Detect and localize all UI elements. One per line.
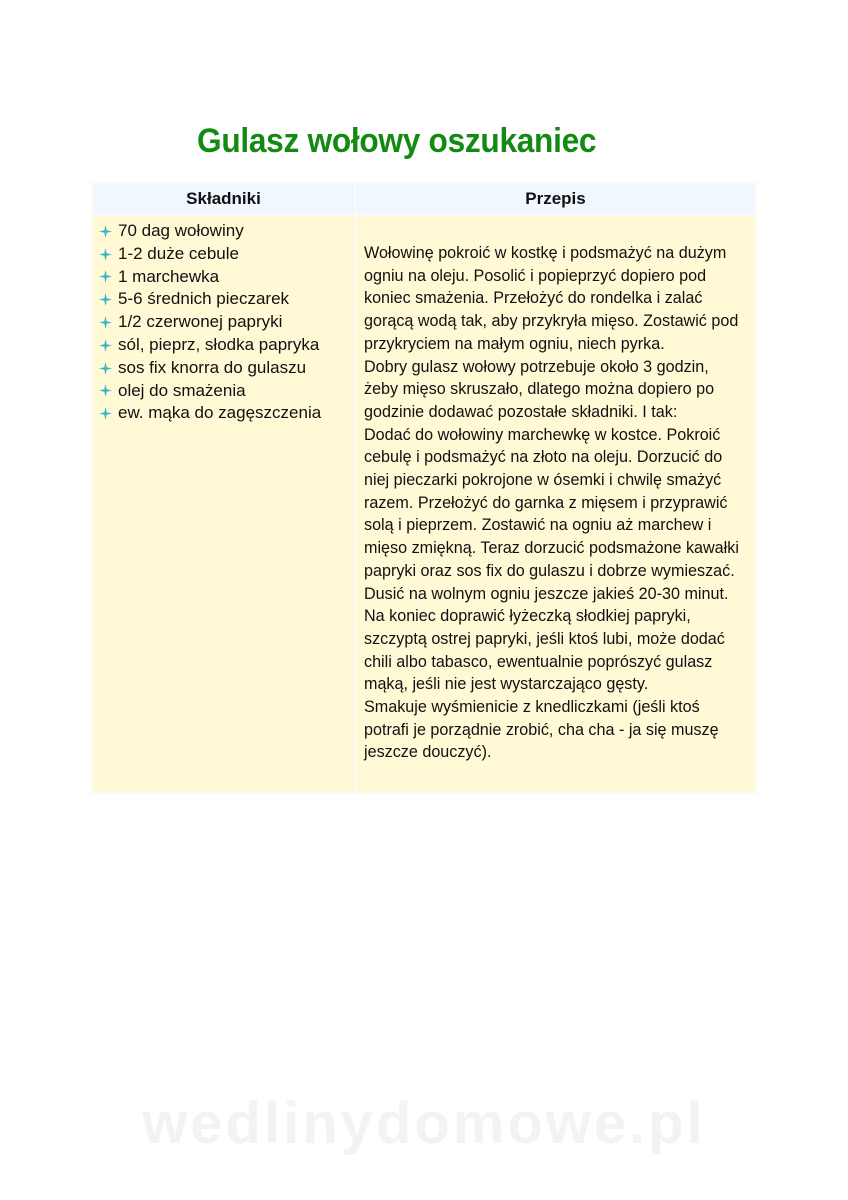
list-item: [99, 288, 352, 311]
recipe-line: niej pieczarki pokrojone w ósemki i chwilę smażyć: [364, 470, 722, 490]
ingredient-label: 70 dag wołowiny: [118, 221, 244, 240]
table-row: [93, 216, 755, 792]
ingredient-label: ew. mąka do zagęszczenia: [118, 403, 322, 423]
recipe-line: godzinie dodawać pozostałe składniki. I tak:: [364, 401, 678, 421]
recipe-line: papryki oraz sos fix do gulaszu i dobrze wymieszać.: [364, 560, 735, 580]
recipe-line: razem. Przełożyć do garnka z mięsem i przyprawić: [364, 492, 728, 512]
header-ingredients: Składniki: [93, 184, 354, 214]
recipe-line: ogniu na oleju. Posolić i popieprzyć dopiero pod: [364, 265, 707, 285]
recipe-line: cebulę i podsmażyć na złoto na oleju. Dorzucić do: [364, 447, 723, 467]
four-point-star-icon: [99, 407, 112, 420]
watermark: wedlinydomowe.pl: [142, 1091, 706, 1156]
recipe-line: Dobry gulasz wołowy potrzebuje około 3 godzin,: [364, 356, 709, 376]
header-recipe: Przepis: [356, 184, 755, 214]
recipe-line: jeszcze douczyć).: [364, 742, 492, 762]
list-item: [99, 380, 352, 403]
recipe-line: Na koniec doprawić łyżeczką słodkiej papryki,: [364, 606, 691, 626]
four-point-star-icon: [99, 248, 112, 261]
recipe-line: Wołowinę pokroić w kostkę i podsmażyć na dużym: [364, 243, 727, 262]
recipe-line: żeby mięso skruszało, dlatego można dopiero po: [364, 379, 715, 399]
recipe-line: gorącą wodą tak, aby przykryła mięso. Zostawić pod: [364, 311, 739, 331]
recipe-table: [91, 182, 757, 794]
ingredient-label: 1/2 czerwonej papryki: [118, 312, 283, 332]
list-item: [99, 243, 352, 266]
list-item: [99, 357, 352, 380]
four-point-star-icon: [99, 225, 112, 238]
ingredient-label: olej do smażenia: [118, 380, 246, 400]
recipe-cell: [356, 216, 755, 792]
list-item: [99, 402, 352, 425]
recipe-text: [364, 242, 739, 764]
table-header-row: [93, 184, 755, 214]
list-item: [99, 220, 352, 243]
recipe-line: mięso zmiękną. Teraz dorzucić podsmażone kawałki: [364, 538, 739, 558]
recipe-line: koniec smażenia. Przełożyć do rondelka i zalać: [364, 288, 703, 308]
recipe-line: mąką, jeśli nie jest wystarczająco gęsty.: [364, 674, 649, 694]
four-point-star-icon: [99, 362, 112, 375]
list-item: [99, 266, 352, 289]
four-point-star-icon: [99, 339, 112, 352]
recipe-line: przykryciem na małym ogniu, niech pyrka.: [364, 333, 665, 353]
ingredient-label: sos fix knorra do gulaszu: [118, 357, 307, 377]
recipe-line: Smakuje wyśmienicie z knedliczkami (jeśli ktoś: [364, 697, 700, 717]
page-title: Gulasz wołowy oszukaniec: [197, 122, 597, 160]
ingredient-label: 1 marchewka: [118, 266, 220, 286]
ingredients-list: [99, 220, 352, 425]
recipe-line: potrafi je porządnie zrobić, cha cha - ja się muszę: [364, 719, 719, 739]
four-point-star-icon: [99, 316, 112, 329]
recipe-line: chili albo tabasco, ewentualnie poprószyć gulasz: [364, 651, 713, 671]
four-point-star-icon: [99, 270, 112, 283]
list-item: [99, 311, 352, 334]
ingredient-label: 1-2 duże cebule: [118, 243, 239, 263]
ingredient-label: 5-6 średnich pieczarek: [118, 289, 290, 309]
ingredients-cell: [93, 216, 354, 792]
four-point-star-icon: [99, 293, 112, 306]
recipe-line: Dodać do wołowiny marchewkę w kostce. Pokroić: [364, 424, 721, 444]
recipe-line: solą i pieprzem. Zostawić na ogniu aż marchew i: [364, 515, 712, 535]
recipe-line: szczyptą ostrej papryki, jeśli ktoś lubi, może dodać: [364, 628, 725, 648]
four-point-star-icon: [99, 384, 112, 397]
list-item: [99, 334, 352, 357]
ingredient-label: sól, pieprz, słodka papryka: [118, 334, 320, 354]
recipe-line: Dusić na wolnym ogniu jeszcze jakieś 20-30 minut.: [364, 583, 729, 603]
